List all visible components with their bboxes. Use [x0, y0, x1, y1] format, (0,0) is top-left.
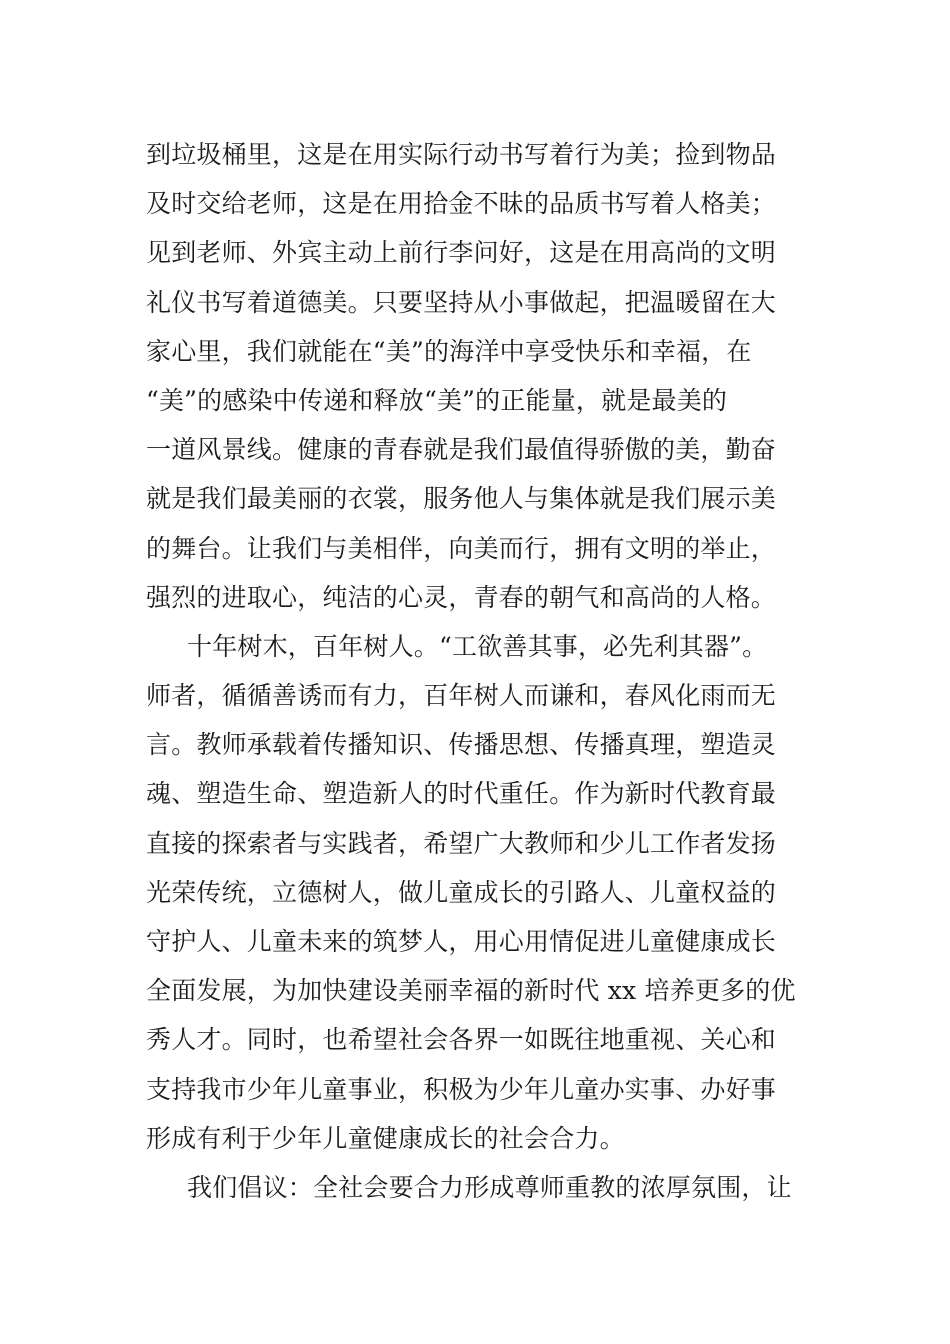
text-line: 的舞台。让我们与美相伴，向美而行，拥有文明的举止，	[146, 533, 777, 563]
text-line: 家心里，我们就能在“美”的海洋中享受快乐和幸福，在	[146, 336, 752, 366]
text-line: 到垃圾桶里，这是在用实际行动书写着行为美；捡到物品	[146, 140, 777, 169]
text-line: “美”的感染中传递和释放“美”的正能量，就是最美的	[146, 385, 728, 415]
text-line: 秀人才。同时，也希望社会各界一如既往地重视、关心和	[146, 1025, 777, 1055]
text-line: 光荣传统，立德树人，做儿童成长的引路人、儿童权益的	[146, 877, 777, 907]
text-line: 全面发展，为加快建设美丽幸福的新时代 xx 培养更多的优	[146, 976, 796, 1006]
document-body	[146, 130, 810, 1212]
text-line: 及时交给老师，这是在用拾金不昧的品质书写着人格美；	[146, 189, 777, 219]
text-line: 形成有利于少年儿童健康成长的社会合力。	[146, 1123, 625, 1153]
text-line: 守护人、儿童未来的筑梦人，用心用情促进儿童健康成长	[146, 927, 777, 956]
paragraph-first-line: 我们倡议：全社会要合力形成尊师重教的浓厚氛围，让	[187, 1172, 792, 1202]
paragraph-first-line: 十年树木，百年树人。“工欲善其事，必先利其器”。	[187, 631, 768, 661]
text-line: 见到老师、外宾主动上前行李问好，这是在用高尚的文明	[146, 238, 777, 268]
text-line: 一道风景线。健康的青春就是我们最值得骄傲的美，勤奋	[146, 435, 777, 465]
text-line: 言。教师承载着传播知识、传播思想、传播真理，塑造灵	[146, 730, 777, 760]
text-line: 支持我市少年儿童事业，积极为少年儿童办实事、办好事	[146, 1074, 777, 1104]
text-line: 魂、塑造生命、塑造新人的时代重任。作为新时代教育最	[146, 779, 777, 809]
text-line: 礼仪书写着道德美。只要坚持从小事做起，把温暖留在大	[146, 287, 777, 317]
text-line: 强烈的进取心，纯洁的心灵，青春的朝气和高尚的人格。	[146, 582, 777, 612]
text-line: 就是我们最美丽的衣裳，服务他人与集体就是我们展示美	[146, 484, 777, 514]
text-line: 师者，循循善诱而有力，百年树人而谦和，春风化雨而无	[146, 681, 777, 711]
text-line: 直接的探索者与实践者，希望广大教师和少儿工作者发扬	[146, 828, 777, 858]
